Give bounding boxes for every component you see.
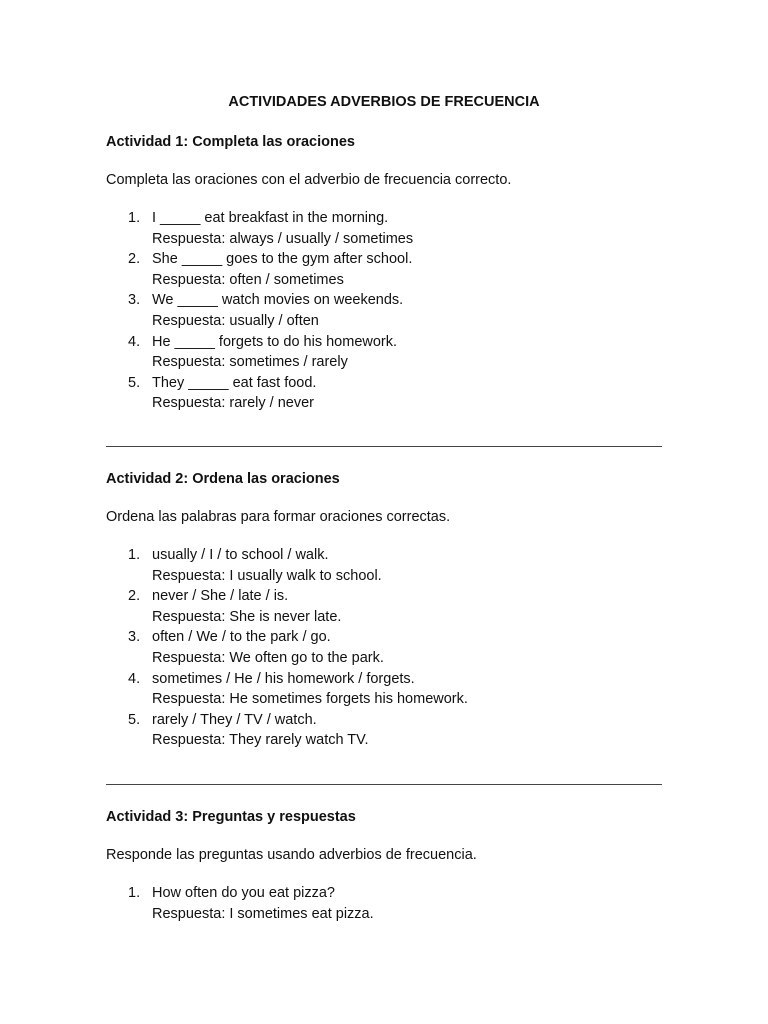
list-item [106, 545, 662, 586]
item-number: 1. [128, 885, 141, 901]
section-heading: Actividad 3: Preguntas y respuestas [106, 809, 356, 825]
exercise-list [106, 883, 662, 924]
section-actividad-2 [106, 469, 662, 751]
document-title: ACTIVIDADES ADVERBIOS DE FRECUENCIA [228, 94, 540, 110]
item-answer: Respuesta: usually / often [152, 312, 319, 329]
list-item [106, 290, 662, 331]
list-item [106, 627, 662, 668]
item-number: 5. [128, 374, 141, 391]
item-answer: Respuesta: They rarely watch TV. [152, 732, 369, 749]
exercise-list [106, 545, 662, 751]
item-answer: Respuesta: I usually walk to school. [152, 567, 382, 584]
item-answer: Respuesta: always / usually / sometimes [152, 230, 414, 247]
list-item [106, 249, 662, 290]
exercise-list [106, 208, 662, 414]
item-number: 1. [128, 210, 141, 226]
list-item [106, 373, 662, 414]
section-instruction: Completa las oraciones con el adverbio de frecuencia correcto. [106, 172, 512, 188]
list-item [106, 669, 662, 710]
list-item [106, 710, 662, 751]
item-answer: Respuesta: rarely / never [152, 395, 314, 412]
section-actividad-3 [106, 807, 662, 924]
item-number: 4. [128, 670, 141, 687]
item-number: 2. [128, 588, 141, 605]
list-item [106, 208, 662, 249]
item-answer: Respuesta: I sometimes eat pizza. [152, 905, 374, 922]
item-prompt: sometimes / He / his homework / forgets. [152, 670, 415, 687]
item-prompt: usually / I / to school / walk. [152, 547, 329, 563]
section-divider [106, 784, 662, 785]
item-number: 1. [128, 547, 141, 563]
section-heading: Actividad 1: Completa las oraciones [106, 134, 355, 150]
item-prompt: They _____ eat fast food. [152, 374, 317, 391]
section-actividad-1 [106, 132, 662, 414]
list-item [106, 332, 662, 373]
item-answer: Respuesta: sometimes / rarely [152, 354, 348, 371]
item-answer: Respuesta: She is never late. [152, 608, 342, 625]
item-prompt: She _____ goes to the gym after school. [152, 251, 413, 268]
list-item [106, 586, 662, 627]
item-number: 5. [128, 711, 141, 728]
item-number: 3. [128, 292, 141, 309]
item-prompt: never / She / late / is. [152, 588, 289, 605]
item-number: 4. [128, 333, 141, 350]
item-answer: Respuesta: often / sometimes [152, 271, 344, 288]
item-prompt: I _____ eat breakfast in the morning. [152, 210, 389, 226]
item-prompt: rarely / They / TV / watch. [152, 711, 317, 728]
item-number: 3. [128, 629, 141, 646]
item-answer: Respuesta: We often go to the park. [152, 649, 384, 666]
section-instruction: Responde las preguntas usando adverbios de frecuencia. [106, 847, 477, 863]
item-prompt: How often do you eat pizza? [152, 885, 335, 901]
item-number: 2. [128, 251, 141, 268]
section-instruction: Ordena las palabras para formar oraciones correctas. [106, 509, 451, 525]
section-divider [106, 446, 662, 447]
item-answer: Respuesta: He sometimes forgets his homework. [152, 691, 468, 708]
section-heading: Actividad 2: Ordena las oraciones [106, 471, 340, 487]
item-prompt: We _____ watch movies on weekends. [152, 292, 404, 309]
item-prompt: He _____ forgets to do his homework. [152, 333, 398, 350]
list-item [106, 883, 662, 924]
item-prompt: often / We / to the park / go. [152, 629, 331, 646]
